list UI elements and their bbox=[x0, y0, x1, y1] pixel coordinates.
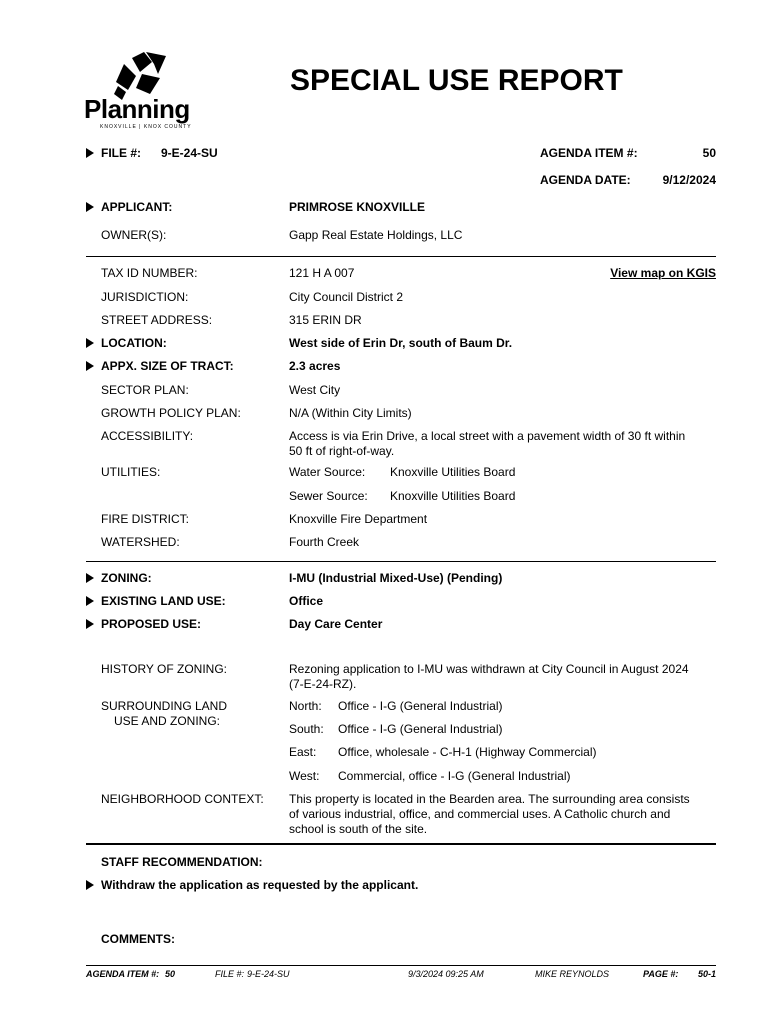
logo-tagline: KNOXVILLE | KNOX COUNTY bbox=[100, 124, 192, 130]
page-title: SPECIAL USE REPORT bbox=[290, 64, 623, 97]
kgis-map-link[interactable]: View map on KGIS bbox=[610, 266, 716, 280]
surrounding-east-value: Office, wholesale - C-H-1 (Highway Commercial) bbox=[338, 745, 597, 759]
watershed-label: WATERSHED: bbox=[101, 535, 180, 549]
history-line-1: Rezoning application to I-MU was withdrawn at City Council in August 2024 bbox=[289, 662, 689, 676]
footer-file-label: FILE #: bbox=[215, 969, 245, 979]
agenda-item-label: AGENDA ITEM #: bbox=[540, 146, 638, 160]
fire-value: Knoxville Fire Department bbox=[289, 512, 428, 526]
bullet-arrow-icon bbox=[86, 338, 94, 348]
surrounding-west-value: Commercial, office - I-G (General Industrial) bbox=[338, 769, 571, 783]
growth-label: GROWTH POLICY PLAN: bbox=[101, 406, 241, 420]
tract-label: APPX. SIZE OF TRACT: bbox=[101, 359, 234, 373]
planning-logo bbox=[84, 50, 196, 132]
sector-value: West City bbox=[289, 383, 341, 397]
divider bbox=[86, 843, 716, 845]
planning-logo-icon bbox=[84, 50, 196, 100]
watershed-value: Fourth Creek bbox=[289, 535, 360, 549]
owner-label: OWNER(S): bbox=[101, 228, 167, 242]
neighborhood-line-2: of various industrial, office, and commercial uses. A Catholic church and bbox=[289, 807, 671, 821]
sewer-label: Sewer Source: bbox=[289, 489, 368, 503]
location-value: West side of Erin Dr, south of Baum Dr. bbox=[289, 336, 513, 350]
footer-page-value: 50-1 bbox=[697, 969, 716, 979]
zoning-label: ZONING: bbox=[101, 571, 152, 585]
zoning-value: I-MU (Industrial Mixed-Use) (Pending) bbox=[289, 571, 503, 585]
surrounding-label-2: USE AND ZONING: bbox=[114, 714, 221, 728]
agenda-item-value: 50 bbox=[702, 146, 716, 160]
bullet-arrow-icon bbox=[86, 148, 94, 158]
jurisdiction-value: City Council District 2 bbox=[289, 290, 404, 304]
surrounding-south-value: Office - I-G (General Industrial) bbox=[338, 722, 503, 736]
access-line-1: Access is via Erin Drive, a local street with a pavement width of 30 ft within bbox=[289, 429, 686, 443]
bullet-arrow-icon bbox=[86, 202, 94, 212]
divider bbox=[86, 256, 716, 257]
footer-agenda-value: 50 bbox=[165, 969, 176, 979]
footer-divider bbox=[86, 965, 716, 966]
bullet-arrow-icon bbox=[86, 619, 94, 629]
tax-id-value: 121 H A 007 bbox=[289, 266, 355, 280]
applicant-label: APPLICANT: bbox=[101, 200, 173, 214]
footer-timestamp: 9/3/2024 09:25 AM bbox=[408, 969, 484, 979]
staff-recommendation-label: STAFF RECOMMENDATION: bbox=[101, 855, 263, 869]
divider bbox=[86, 561, 716, 562]
surrounding-west-dir: West: bbox=[289, 769, 320, 783]
tax-id-label: TAX ID NUMBER: bbox=[101, 266, 198, 280]
utilities-label: UTILITIES: bbox=[101, 465, 161, 479]
surrounding-label-1: SURROUNDING LAND bbox=[101, 699, 228, 713]
access-line-2: 50 ft of right-of-way. bbox=[289, 444, 395, 458]
jurisdiction-label: JURISDICTION: bbox=[101, 290, 189, 304]
neighborhood-label: NEIGHBORHOOD CONTEXT: bbox=[101, 792, 264, 806]
staff-recommendation-value: Withdraw the application as requested by the applicant. bbox=[101, 878, 419, 892]
growth-value: N/A (Within City Limits) bbox=[289, 406, 412, 420]
neighborhood-line-1: This property is located in the Bearden area. The surrounding area consists bbox=[289, 792, 690, 806]
footer-file-value: 9-E-24-SU bbox=[247, 969, 290, 979]
proposed-use-value: Day Care Center bbox=[289, 617, 383, 631]
footer-page-label: PAGE #: bbox=[643, 969, 679, 979]
street-label: STREET ADDRESS: bbox=[101, 313, 213, 327]
street-value: 315 ERIN DR bbox=[289, 313, 362, 327]
surrounding-east-dir: East: bbox=[289, 745, 317, 759]
history-label: HISTORY OF ZONING: bbox=[101, 662, 228, 676]
file-value: 9-E-24-SU bbox=[161, 146, 218, 160]
existing-use-value: Office bbox=[289, 594, 324, 608]
surrounding-south-dir: South: bbox=[289, 722, 324, 736]
water-value: Knoxville Utilities Board bbox=[390, 465, 516, 479]
sector-label: SECTOR PLAN: bbox=[101, 383, 189, 397]
surrounding-north-dir: North: bbox=[289, 699, 322, 713]
agenda-date-label: AGENDA DATE: bbox=[540, 173, 631, 187]
proposed-use-label: PROPOSED USE: bbox=[101, 617, 202, 631]
bullet-arrow-icon bbox=[86, 361, 94, 371]
location-label: LOCATION: bbox=[101, 336, 167, 350]
fire-label: FIRE DISTRICT: bbox=[101, 512, 190, 526]
surrounding-north-value: Office - I-G (General Industrial) bbox=[338, 699, 503, 713]
tract-value: 2.3 acres bbox=[289, 359, 341, 373]
water-label: Water Source: bbox=[289, 465, 366, 479]
history-line-2: (7-E-24-RZ). bbox=[289, 677, 357, 691]
bullet-arrow-icon bbox=[86, 596, 94, 606]
sewer-value: Knoxville Utilities Board bbox=[390, 489, 516, 503]
footer-agenda-label: AGENDA ITEM #: bbox=[86, 969, 160, 979]
agenda-date-value: 9/12/2024 bbox=[662, 173, 716, 187]
bullet-arrow-icon bbox=[86, 573, 94, 583]
owner-value: Gapp Real Estate Holdings, LLC bbox=[289, 228, 463, 242]
file-label: FILE #: bbox=[101, 146, 142, 160]
access-label: ACCESSIBILITY: bbox=[101, 429, 194, 443]
footer-author: MIKE REYNOLDS bbox=[535, 969, 610, 979]
applicant-value: PRIMROSE KNOXVILLE bbox=[289, 200, 426, 214]
logo-word: Planning bbox=[84, 94, 190, 124]
neighborhood-line-3: school is south of the site. bbox=[289, 822, 428, 836]
existing-use-label: EXISTING LAND USE: bbox=[101, 594, 226, 608]
comments-label: COMMENTS: bbox=[101, 932, 175, 946]
bullet-arrow-icon bbox=[86, 880, 94, 890]
